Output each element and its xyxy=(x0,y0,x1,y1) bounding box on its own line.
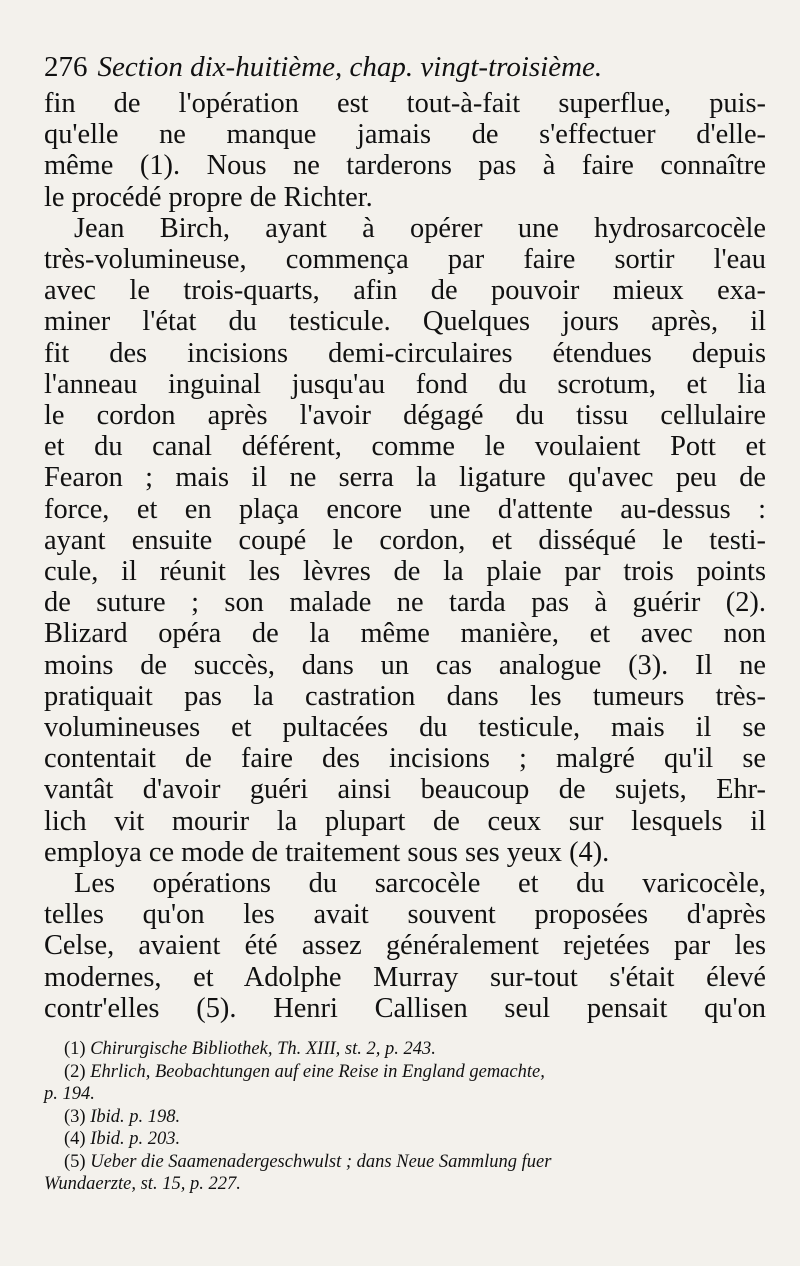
footnote xyxy=(44,1061,766,1106)
text-line: Blizard opéra de la même manière, et avec non xyxy=(44,618,766,650)
text-line: fin de l'opération est tout-à-fait superflue, puis- xyxy=(44,88,766,119)
text-line: lich vit mourir la plupart de ceux sur lesquels il xyxy=(44,805,766,837)
text-line: qu'elle ne manque jamais de s'effectuer d'elle- xyxy=(44,119,766,151)
running-title: Section dix-huitième, chap. vingt-troisième. xyxy=(97,51,603,83)
footnote-text: Chirurgische Bibliothek, Th. XIII, st. 2, p. 243. xyxy=(90,1039,436,1060)
footnote-continuation: Wundaerzte, st. 15, p. 227. xyxy=(44,1174,241,1195)
text-line: cule, il réunit les lèvres de la plaie par trois points xyxy=(44,556,766,588)
text-line: l'anneau inguinal jusqu'au fond du scrotum, et lia xyxy=(44,368,766,400)
text-line: miner l'état du testicule. Quelques jours après, il xyxy=(44,306,766,338)
footnote-mark: (4) xyxy=(64,1129,86,1150)
text-line: contentait de faire des incisions ; malgré qu'il se xyxy=(44,743,766,775)
text-line: Jean Birch, ayant à opérer une hydrosarcocèle xyxy=(74,212,766,244)
footnote-text: Ehrlich, Beobachtungen auf eine Reise in England gemachte, xyxy=(90,1061,545,1082)
text-line: volumineuses et pultacées du testicule, mais il se xyxy=(44,712,766,744)
text-line: contr'elles (5). Henri Callisen seul pensait qu'on xyxy=(44,992,766,1024)
page-number: 276 xyxy=(44,51,88,83)
paragraph-3 xyxy=(44,868,766,1024)
text-line: le cordon après l'avoir dégagé du tissu cellulaire xyxy=(44,400,766,432)
text-line: le procédé propre de Richter. xyxy=(44,181,373,213)
footnote xyxy=(44,1151,766,1196)
footnote-mark: (2) xyxy=(64,1061,86,1082)
footnote-mark: (5) xyxy=(64,1151,86,1172)
footnote xyxy=(44,1128,766,1151)
text-line: ayant ensuite coupé le cordon, et disséqué le testi- xyxy=(44,524,766,556)
text-line: et du canal déférent, comme le voulaient Pott et xyxy=(44,431,766,463)
text-line: Celse, avaient été assez généralement rejetées par les xyxy=(44,930,766,962)
body-text xyxy=(44,88,766,1024)
text-line: de suture ; son malade ne tarda pas à guérir (2). xyxy=(44,587,766,619)
page xyxy=(44,48,766,1196)
footnote-continuation: p. 194. xyxy=(44,1084,95,1105)
footnote-mark: (1) xyxy=(64,1039,86,1060)
footnote-text: Ibid. p. 198. xyxy=(90,1106,181,1127)
footnote-text: Ueber die Saamenadergeschwulst ; dans Neue Sammlung fuer xyxy=(90,1151,552,1172)
text-line: très-volumineuse, commença par faire sortir l'eau xyxy=(44,244,766,276)
text-line: Fearon ; mais il ne serra la ligature qu'avec peu de xyxy=(44,462,766,494)
footnote xyxy=(44,1106,766,1129)
text-line: avec le trois-quarts, afin de pouvoir mieux exa- xyxy=(44,275,766,307)
text-line: même (1). Nous ne tarderons pas à faire connaître xyxy=(44,150,766,182)
text-line: pratiquait pas la castration dans les tumeurs très- xyxy=(44,680,766,712)
footnote xyxy=(44,1038,766,1061)
footnotes xyxy=(44,1038,766,1196)
paragraph-2 xyxy=(44,213,766,868)
running-header xyxy=(44,48,766,86)
text-line: vantât d'avoir guéri ainsi beaucoup de sujets, Ehr- xyxy=(44,774,766,806)
text-line: fit des incisions demi-circulaires étendues depuis xyxy=(44,337,766,369)
text-line: modernes, et Adolphe Murray sur-tout s'était élevé xyxy=(44,961,766,993)
text-line: Les opérations du sarcocèle et du varicocèle, xyxy=(74,868,766,900)
text-line: telles qu'on les avait souvent proposées d'après xyxy=(44,899,766,931)
paragraph-1 xyxy=(44,88,766,213)
text-line: employa ce mode de traitement sous ses yeux (4). xyxy=(44,836,610,868)
text-line: moins de succès, dans un cas analogue (3). Il ne xyxy=(44,649,766,681)
text-line: force, et en plaça encore une d'attente au-dessus : xyxy=(44,493,766,525)
footnote-mark: (3) xyxy=(64,1106,86,1127)
footnote-text: Ibid. p. 203. xyxy=(90,1129,181,1150)
